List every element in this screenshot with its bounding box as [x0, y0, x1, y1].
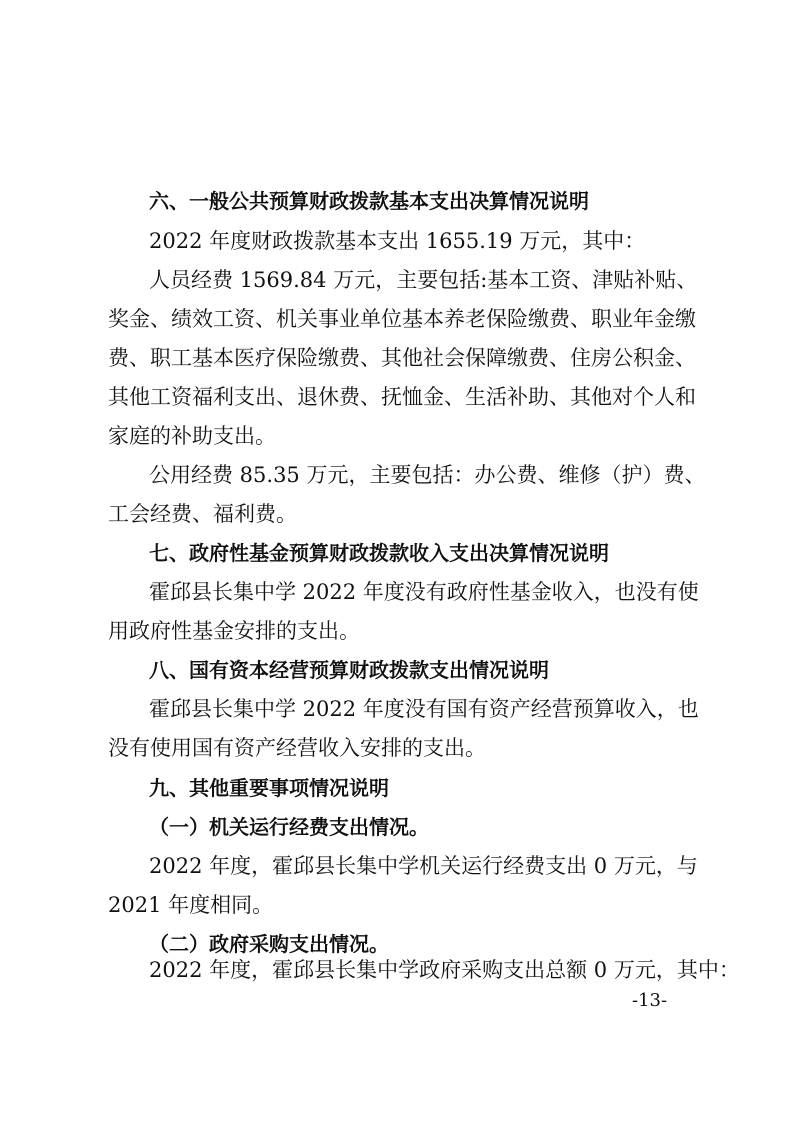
- paragraph-line: 用政府性基金安排的支出。: [108, 619, 360, 643]
- paragraph-line: 公用经费 85.35 万元，主要包括：办公费、维修（护）费、: [149, 463, 706, 487]
- section-heading-7: 七、政府性基金预算财政拨款收入支出决算情况说明: [149, 541, 609, 565]
- subsection-heading-1: （一）机关运行经费支出情况。: [149, 815, 429, 839]
- paragraph-line: 霍邱县长集中学 2022 年度没有政府性基金收入，也没有使: [149, 580, 699, 604]
- paragraph-line: 2022 年度财政拨款基本支出 1655.19 万元，其中：: [149, 229, 646, 253]
- paragraph-line: 奖金、绩效工资、机关事业单位基本养老保险缴费、职业年金缴: [108, 307, 696, 331]
- paragraph-line: 其他工资福利支出、退休费、抚恤金、生活补助、其他对个人和: [108, 385, 696, 409]
- paragraph-line: 没有使用国有资产经营收入安排的支出。: [108, 736, 486, 760]
- paragraph-line: 费、职工基本医疗保险缴费、其他社会保障缴费、住房公积金、: [108, 346, 696, 370]
- section-heading-6: 六、一般公共预算财政拨款基本支出决算情况说明: [149, 189, 589, 213]
- subsection-heading-2: （二）政府采购支出情况。: [149, 932, 389, 956]
- paragraph-line: 工会经费、福利费。: [108, 502, 297, 526]
- section-heading-8: 八、国有资本经营预算财政拨款支出情况说明: [149, 658, 549, 682]
- paragraph-line: 家庭的补助支出。: [108, 424, 276, 448]
- paragraph-line: 2022 年度，霍邱县长集中学政府采购支出总额 0 万元，其中：: [149, 958, 740, 982]
- section-heading-9: 九、其他重要事项情况说明: [149, 776, 389, 800]
- paragraph-line: 人员经费 1569.84 万元，主要包括:基本工资、津贴补贴、: [149, 268, 698, 292]
- paragraph-line: 霍邱县长集中学 2022 年度没有国有资产经营预算收入，也: [149, 697, 699, 721]
- paragraph-line: 2022 年度，霍邱县长集中学机关运行经费支出 0 万元，与: [149, 854, 698, 878]
- page-number: -13-: [632, 990, 668, 1011]
- paragraph-line: 2021 年度相同。: [108, 893, 274, 917]
